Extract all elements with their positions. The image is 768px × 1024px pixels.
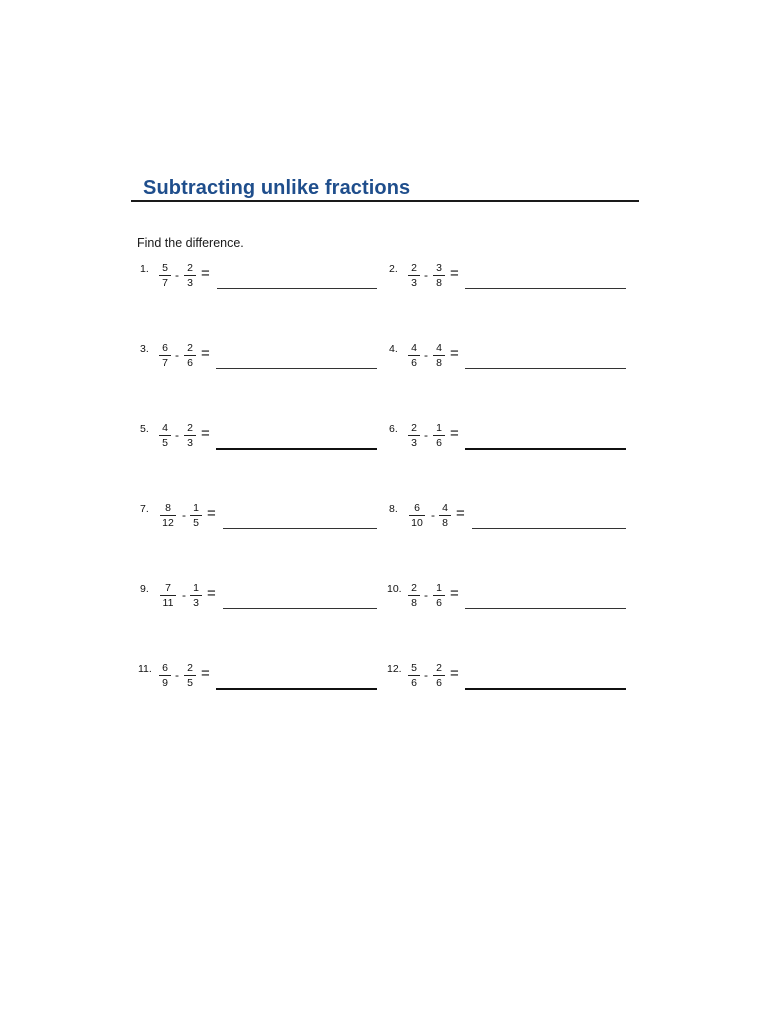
numerator: 2 xyxy=(187,262,193,274)
equals-sign: = xyxy=(450,585,459,602)
fraction-a xyxy=(405,422,423,449)
minus-sign: - xyxy=(424,668,428,682)
problem-9 xyxy=(140,582,380,616)
fraction-b xyxy=(181,662,199,689)
fraction-bar xyxy=(409,515,425,516)
answer-line[interactable] xyxy=(465,448,626,450)
fraction-bar xyxy=(184,355,196,356)
problem-number: 6. xyxy=(389,423,398,435)
fraction-bar xyxy=(159,435,171,436)
answer-line[interactable] xyxy=(472,528,626,529)
fraction-b xyxy=(181,422,199,449)
problem-2 xyxy=(389,262,629,296)
fraction-a xyxy=(405,342,423,369)
denominator: 5 xyxy=(187,677,193,689)
fraction-b xyxy=(187,502,205,529)
fraction-b xyxy=(187,582,205,609)
numerator: 5 xyxy=(162,262,168,274)
fraction-b xyxy=(430,422,448,449)
denominator: 3 xyxy=(187,437,193,449)
problem-4 xyxy=(389,342,629,376)
numerator: 8 xyxy=(165,502,171,514)
denominator: 10 xyxy=(411,517,423,529)
problem-number: 7. xyxy=(140,503,149,515)
denominator: 6 xyxy=(436,437,442,449)
fraction-bar xyxy=(160,595,176,596)
fraction-b xyxy=(430,262,448,289)
fraction-b xyxy=(181,342,199,369)
minus-sign: - xyxy=(424,348,428,362)
title-divider xyxy=(131,200,639,202)
fraction-b xyxy=(436,502,454,529)
denominator: 3 xyxy=(411,437,417,449)
minus-sign: - xyxy=(175,268,179,282)
numerator: 1 xyxy=(193,502,199,514)
fraction-b xyxy=(181,262,199,289)
numerator: 1 xyxy=(193,582,199,594)
problem-8 xyxy=(389,502,629,536)
fraction-bar xyxy=(190,595,202,596)
problem-number: 8. xyxy=(389,503,398,515)
denominator: 9 xyxy=(162,677,168,689)
denominator: 3 xyxy=(193,597,199,609)
fraction-a xyxy=(156,422,174,449)
denominator: 6 xyxy=(436,677,442,689)
fraction-b xyxy=(430,582,448,609)
fraction-a xyxy=(156,342,174,369)
denominator: 8 xyxy=(436,277,442,289)
problem-12 xyxy=(387,662,629,696)
problem-7 xyxy=(140,502,380,536)
fraction-bar xyxy=(408,675,420,676)
denominator: 3 xyxy=(411,277,417,289)
fraction-bar xyxy=(433,275,445,276)
numerator: 2 xyxy=(187,342,193,354)
problem-number: 10. xyxy=(387,583,402,595)
denominator: 5 xyxy=(193,517,199,529)
denominator: 12 xyxy=(162,517,174,529)
instructions: Find the difference. xyxy=(137,236,244,250)
numerator: 1 xyxy=(436,582,442,594)
equals-sign: = xyxy=(450,665,459,682)
fraction-a xyxy=(405,662,423,689)
numerator: 7 xyxy=(165,582,171,594)
fraction-a xyxy=(408,502,426,529)
numerator: 2 xyxy=(187,662,193,674)
numerator: 4 xyxy=(442,502,448,514)
fraction-b xyxy=(430,662,448,689)
numerator: 6 xyxy=(162,662,168,674)
answer-line[interactable] xyxy=(216,368,377,369)
minus-sign: - xyxy=(175,348,179,362)
answer-line[interactable] xyxy=(465,608,626,609)
equals-sign: = xyxy=(201,265,210,282)
minus-sign: - xyxy=(175,428,179,442)
answer-line[interactable] xyxy=(223,608,377,609)
numerator: 5 xyxy=(411,662,417,674)
fraction-bar xyxy=(433,355,445,356)
minus-sign: - xyxy=(424,428,428,442)
problem-3 xyxy=(140,342,380,376)
denominator: 5 xyxy=(162,437,168,449)
problem-11 xyxy=(138,662,380,696)
fraction-a xyxy=(159,502,177,529)
problem-number: 1. xyxy=(140,263,149,275)
numerator: 6 xyxy=(162,342,168,354)
fraction-bar xyxy=(184,435,196,436)
denominator: 6 xyxy=(187,357,193,369)
denominator: 8 xyxy=(411,597,417,609)
numerator: 2 xyxy=(436,662,442,674)
problem-number: 11. xyxy=(138,663,152,675)
problem-5 xyxy=(140,422,380,456)
fraction-bar xyxy=(159,275,171,276)
problem-number: 4. xyxy=(389,343,398,355)
fraction-a xyxy=(159,582,177,609)
fraction-bar xyxy=(160,515,176,516)
problem-number: 12. xyxy=(387,663,402,675)
answer-line[interactable] xyxy=(465,288,626,289)
answer-line[interactable] xyxy=(217,288,377,289)
denominator: 7 xyxy=(162,277,168,289)
fraction-a xyxy=(405,582,423,609)
numerator: 4 xyxy=(162,422,168,434)
denominator: 7 xyxy=(162,357,168,369)
problem-1 xyxy=(140,262,380,296)
numerator: 1 xyxy=(436,422,442,434)
equals-sign: = xyxy=(201,345,210,362)
equals-sign: = xyxy=(207,505,216,522)
answer-line[interactable] xyxy=(465,688,626,690)
answer-line[interactable] xyxy=(216,688,377,690)
fraction-b xyxy=(430,342,448,369)
denominator: 6 xyxy=(411,677,417,689)
fraction-bar xyxy=(408,595,420,596)
numerator: 2 xyxy=(411,262,417,274)
answer-line[interactable] xyxy=(216,448,377,450)
fraction-bar xyxy=(439,515,451,516)
fraction-a xyxy=(156,662,174,689)
fraction-bar xyxy=(408,435,420,436)
fraction-bar xyxy=(408,275,420,276)
fraction-bar xyxy=(184,675,196,676)
denominator: 8 xyxy=(442,517,448,529)
minus-sign: - xyxy=(424,588,428,602)
answer-line[interactable] xyxy=(223,528,377,529)
worksheet-title: Subtracting unlike fractions xyxy=(143,177,411,199)
equals-sign: = xyxy=(201,425,210,442)
numerator: 2 xyxy=(187,422,193,434)
denominator: 6 xyxy=(411,357,417,369)
denominator: 8 xyxy=(436,357,442,369)
numerator: 2 xyxy=(411,582,417,594)
equals-sign: = xyxy=(450,265,459,282)
fraction-bar xyxy=(190,515,202,516)
numerator: 4 xyxy=(436,342,442,354)
problem-number: 5. xyxy=(140,423,149,435)
denominator: 3 xyxy=(187,277,193,289)
equals-sign: = xyxy=(201,665,210,682)
problem-number: 9. xyxy=(140,583,149,595)
fraction-bar xyxy=(184,275,196,276)
problem-10 xyxy=(387,582,629,616)
fraction-a xyxy=(156,262,174,289)
minus-sign: - xyxy=(182,588,186,602)
equals-sign: = xyxy=(207,585,216,602)
equals-sign: = xyxy=(450,425,459,442)
numerator: 6 xyxy=(414,502,420,514)
minus-sign: - xyxy=(175,668,179,682)
minus-sign: - xyxy=(424,268,428,282)
fraction-a xyxy=(405,262,423,289)
numerator: 2 xyxy=(411,422,417,434)
numerator: 3 xyxy=(436,262,442,274)
fraction-bar xyxy=(159,675,171,676)
problem-number: 2. xyxy=(389,263,398,275)
minus-sign: - xyxy=(431,508,435,522)
denominator: 11 xyxy=(162,597,174,609)
equals-sign: = xyxy=(450,345,459,362)
numerator: 4 xyxy=(411,342,417,354)
fraction-bar xyxy=(433,675,445,676)
fraction-bar xyxy=(433,435,445,436)
equals-sign: = xyxy=(456,505,465,522)
fraction-bar xyxy=(433,595,445,596)
denominator: 6 xyxy=(436,597,442,609)
minus-sign: - xyxy=(182,508,186,522)
fraction-bar xyxy=(159,355,171,356)
fraction-bar xyxy=(408,355,420,356)
answer-line[interactable] xyxy=(465,368,626,369)
problem-6 xyxy=(389,422,629,456)
problem-number: 3. xyxy=(140,343,149,355)
